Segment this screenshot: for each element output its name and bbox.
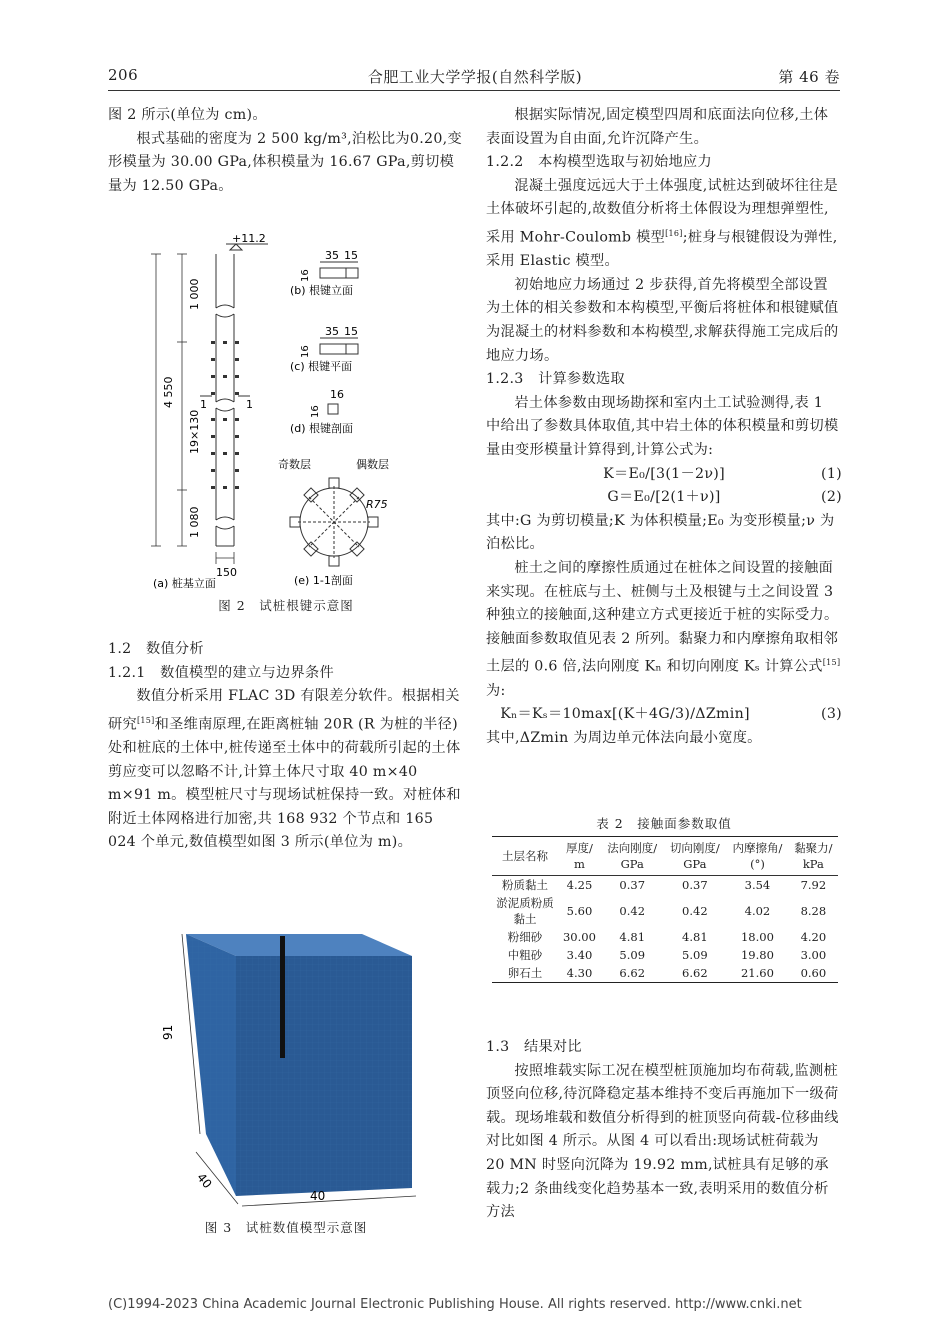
fig2-c-dim-35: 35 bbox=[325, 325, 339, 338]
fig2-even-layer: 偶数层 bbox=[356, 458, 389, 471]
table-header-cell bbox=[664, 837, 727, 876]
equation-1-number: (1) bbox=[821, 465, 842, 482]
fig2-label-b: (b) 根键立面 bbox=[290, 284, 354, 297]
table-cell: 4.30 bbox=[558, 964, 601, 983]
copyright-footer: (C)1994-2023 China Academic Journal Electronic Publishing House. All rights reserved. http://www.cnki.net bbox=[108, 1297, 802, 1312]
table-row bbox=[492, 894, 838, 928]
left-para-1: 图 2 所示(单位为 cm)。 bbox=[108, 107, 267, 123]
fig2-dim-150: 150 bbox=[216, 566, 237, 579]
fig2-top-elev: +11.2 bbox=[232, 232, 266, 245]
right-column-bottom bbox=[486, 1036, 842, 1225]
fig2-section-mark-right: 1 bbox=[246, 398, 253, 411]
fig3-dim-91: 91 bbox=[161, 1024, 175, 1040]
right-para-6-b: 为: bbox=[486, 682, 506, 699]
header-line-2: GPa bbox=[683, 857, 707, 871]
fig2-section-mark-left: 1 bbox=[200, 398, 207, 411]
left-column-top bbox=[108, 104, 464, 198]
table-cell: 6.62 bbox=[601, 964, 664, 983]
fig2-dim-1080: 1 080 bbox=[188, 506, 201, 538]
header-line-2: m bbox=[574, 857, 585, 871]
fig2-dim-19x130: 19×130 bbox=[188, 409, 201, 454]
table-cell: 4.02 bbox=[744, 904, 771, 918]
fig2-label-d: (d) 根键剖面 bbox=[290, 422, 354, 435]
right-column-top bbox=[486, 104, 842, 751]
table-cell: 19.80 bbox=[740, 948, 774, 962]
header-line-1: 土层名称 bbox=[502, 849, 548, 863]
section-1-2: 1.2 数值分析 bbox=[108, 641, 204, 657]
right-para-8: 按照堆载实际工况在模型桩顶施加均布荷载,监测桩顶竖向位移,待沉降稳定基本维持不变后再施加下一级荷载。现场堆载和数值分析得到的桩顶竖向荷载-位移曲线对比如图 4 所示。从图 4 可以看出:现场试桩荷载为 20 MN 时竖向沉降为 19.92 mm,试桩具有足够的承载力;2 条曲线变化趋势基本一致,表明采用的数值分析方法 bbox=[486, 1062, 839, 1221]
journal-title: 合肥工业大学学报(自然科学版) bbox=[367, 68, 583, 86]
left-column-mid bbox=[108, 638, 464, 855]
left-para-3-b: 和圣维南原理,在距离桩轴 20R (R 为桩的半径)处和桩底的土体中,桩传递至土体中的荷载所引起的土体剪应变可以忽略不计,计算土体尺寸取 40 m×40 m×91 m。模型桩尺寸与现场试桩保持一致。对桩体和附近土体网格进行加密,共 168 932 个节点和 165 024 个单元,数值模型如图 3 所示(单位为 m)。 bbox=[108, 716, 461, 851]
table-2-caption: 表 2 接触面参数取值 bbox=[596, 816, 732, 831]
page-number: 206 bbox=[108, 66, 139, 84]
fig3-pile bbox=[280, 936, 285, 1058]
left-para-3 bbox=[108, 685, 464, 855]
table-cell: 3.54 bbox=[744, 878, 771, 892]
table-cell: 卵石土 bbox=[492, 964, 558, 983]
fig2-label-c: (c) 根键平面 bbox=[290, 360, 353, 373]
equation-3-body: Kₙ＝Kₛ＝10max[(K＋4G/3)/ΔZmin] bbox=[500, 706, 750, 723]
fig2-dim-1000: 1 000 bbox=[188, 278, 201, 310]
section-1-3: 1.3 结果对比 bbox=[486, 1039, 582, 1055]
table-header-cell bbox=[492, 837, 558, 876]
ref-15b: [15] bbox=[822, 658, 841, 668]
fig2-label-a: (a) 桩基立面 bbox=[153, 577, 216, 590]
right-para-2 bbox=[486, 175, 842, 274]
section-1-2-3: 1.2.3 计算参数选取 bbox=[486, 371, 626, 388]
equation-2 bbox=[486, 486, 842, 510]
table-cell: 5.60 bbox=[566, 904, 593, 918]
fig2-c-dim-15: 15 bbox=[344, 325, 358, 338]
ref-16: [16] bbox=[665, 228, 683, 238]
header-line-2: kPa bbox=[802, 857, 824, 871]
right-para-3: 初始地应力场通过 2 步获得,首先将模型全部设置为土体的相关参数和本构模型,平衡后将桩体和根键赋值为混凝土的材料参数和本构模型,求解获得施工完成后的地应力场。 bbox=[486, 276, 839, 364]
table-cell: 4.25 bbox=[566, 878, 593, 892]
table-cell: 淤泥质粉质黏土 bbox=[496, 896, 554, 926]
table-row bbox=[492, 928, 838, 946]
header-line-1: 厚度/ bbox=[566, 841, 593, 855]
equation-3 bbox=[486, 703, 842, 727]
header-rule bbox=[108, 90, 840, 91]
table-cell: 0.42 bbox=[619, 904, 646, 918]
fig2-d-dim-16: 16 bbox=[310, 405, 321, 418]
right-para-1: 根据实际情况,固定模型四周和底面法向位移,土体表面设置为自由面,允许沉降产生。 bbox=[486, 107, 829, 147]
right-para-4: 岩土体参数由现场勘探和室内土工试验测得,表 1 中给出了参数具体取值,其中岩土体的体积模量和剪切模量由变形模量计算得到,计算公式为: bbox=[486, 394, 839, 459]
right-para-7: 其中,ΔZmin 为周边单元体法向最小宽度。 bbox=[486, 729, 762, 746]
equation-1 bbox=[486, 463, 842, 487]
header-line-1: 黏聚力/ bbox=[794, 841, 833, 855]
header-line-1: 法向刚度/ bbox=[607, 841, 658, 855]
table-cell: 粉质黏土 bbox=[502, 878, 548, 892]
figure-2-caption: 图 2 试桩根键示意图 bbox=[218, 598, 354, 613]
volume-label: 第 46 卷 bbox=[778, 68, 840, 86]
header-line-1: 切向刚度/ bbox=[669, 841, 720, 855]
fig2-c-dim-16: 16 bbox=[300, 345, 311, 358]
fig2-d-dim-16-top: 16 bbox=[330, 388, 344, 401]
table-row bbox=[492, 964, 838, 983]
right-para-5: 其中:G 为剪切模量;K 为体积模量;E₀ 为变形模量;ν 为泊松比。 bbox=[486, 512, 835, 553]
ref-15: [15] bbox=[136, 715, 155, 725]
table-cell: 0.42 bbox=[682, 904, 708, 918]
table-cell: 3.00 bbox=[800, 948, 827, 962]
table-cell: 21.60 bbox=[726, 964, 789, 983]
table-cell: 4.81 bbox=[682, 930, 708, 944]
left-para-2: 根式基础的密度为 2 500 kg/m³,泊松比为0.20,变形模量为 30.00 GPa,体积模量为 16.67 GPa,剪切模量为 12.50 GPa。 bbox=[108, 130, 462, 194]
table-cell: 5.09 bbox=[682, 948, 708, 962]
table-header-cell bbox=[789, 837, 838, 876]
fig3-dim-40a: 40 bbox=[194, 1170, 215, 1192]
table-cell: 0.37 bbox=[619, 878, 646, 892]
equation-2-number: (2) bbox=[821, 489, 842, 506]
section-1-2-2: 1.2.2 本构模型选取与初始地应力 bbox=[486, 154, 712, 171]
table-cell: 30.00 bbox=[562, 930, 596, 944]
table-cell: 粉细砂 bbox=[507, 930, 543, 944]
equation-2-body: G＝E₀/[2(1＋ν)] bbox=[607, 489, 721, 506]
fig2-r75: R75 bbox=[366, 498, 388, 511]
table-cell: 4.20 bbox=[800, 930, 827, 944]
fig3-dim-40b: 40 bbox=[310, 1189, 326, 1203]
table-cell: 5.09 bbox=[619, 948, 646, 962]
left-para-3-a: 数值分析采用 FLAC 3D 有限差分软件。根据相关研究 bbox=[108, 688, 460, 733]
table-header-cell bbox=[558, 837, 601, 876]
fig2-b-dim-35: 35 bbox=[325, 249, 339, 262]
equation-1-body: K＝E₀/[3(1－2ν)] bbox=[603, 465, 725, 482]
right-para-2-a: 混凝土强度远远大于土体强度,试桩达到破坏往往是土体破坏引起的,故数值分析将土体假设为理想弹塑性,采用 Mohr-Coulomb 模型 bbox=[486, 177, 838, 246]
table-cell: 7.92 bbox=[800, 878, 827, 892]
header-line-2: (°) bbox=[750, 857, 765, 871]
table-cell: 0.37 bbox=[682, 878, 708, 892]
table-row bbox=[492, 946, 838, 964]
table-header-cell bbox=[601, 837, 664, 876]
header-line-1: 内摩擦角/ bbox=[732, 841, 783, 855]
header-line-2: GPa bbox=[620, 857, 644, 871]
section-1-2-1: 1.2.1 数值模型的建立与边界条件 bbox=[108, 664, 334, 681]
table-cell: 4.81 bbox=[619, 930, 646, 944]
table-cell: 中粗砂 bbox=[507, 948, 543, 962]
fig2-b-dim-16: 16 bbox=[300, 269, 311, 282]
table-2 bbox=[492, 836, 838, 983]
right-para-6-a: 桩土之间的摩擦性质通过在桩体之间设置的接触面来实现。在桩底与土、桩侧与土及根键与土之间设置 3 种独立的接触面,这种建立方式更接近于桩的实际受力。接触面参数取值见表 2 所列。黏聚力和内摩擦角取相邻土层的 0.6 倍,法向刚度 Kₙ 和切向刚度 Kₛ 计算公式 bbox=[486, 560, 839, 676]
table-cell: 8.28 bbox=[800, 904, 827, 918]
fig2-b-dim-15: 15 bbox=[344, 249, 358, 262]
figure-2 bbox=[148, 232, 463, 590]
table-cell: 18.00 bbox=[740, 930, 774, 944]
figure-3-caption: 图 3 试桩数值模型示意图 bbox=[204, 1220, 368, 1235]
table-row bbox=[492, 876, 838, 895]
table-header-cell bbox=[726, 837, 789, 876]
fig2-dim-4550: 4 550 bbox=[162, 376, 175, 408]
table-cell: 0.60 bbox=[789, 964, 838, 983]
figure-3 bbox=[150, 928, 440, 1208]
right-para-2-b: ;桩身与根键假设为弹性,采用 Elastic 模型。 bbox=[486, 229, 838, 270]
fig2-odd-layer: 奇数层 bbox=[278, 458, 311, 471]
right-para-6 bbox=[486, 557, 842, 703]
equation-3-number: (3) bbox=[821, 706, 842, 723]
table-cell: 3.40 bbox=[566, 948, 593, 962]
fig2-label-e: (e) 1-1剖面 bbox=[294, 574, 353, 587]
table-cell: 6.62 bbox=[664, 964, 727, 983]
